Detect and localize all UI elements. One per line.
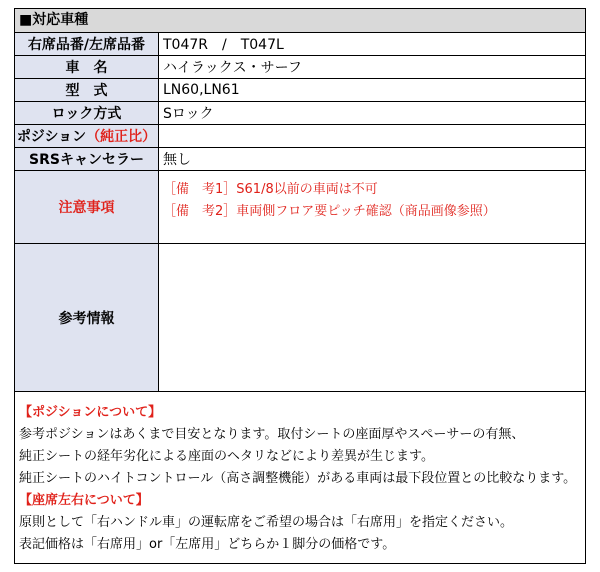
row-part-number bbox=[15, 33, 585, 56]
label-position bbox=[15, 125, 159, 147]
caution-notes bbox=[163, 179, 496, 223]
label-reference: 参考情報 bbox=[15, 244, 159, 391]
label-model: 型 式 bbox=[15, 79, 159, 101]
row-lock-type bbox=[15, 102, 585, 125]
label-car-name: 車 名 bbox=[15, 56, 159, 78]
side-line: 表記価格は「右席用」or「左席用」どちらか１脚分の価格です。 bbox=[19, 537, 396, 552]
label-lock-type: ロック方式 bbox=[15, 102, 159, 124]
sheet-title: ■対応車種 bbox=[15, 9, 585, 33]
caution-note: ［備 考1］S61/8以前の車両は不可 bbox=[163, 182, 378, 197]
position-line: 純正シートのハイトコントロール（高さ調整機能）がある車両は最下段位置との比較なります。 bbox=[19, 471, 577, 486]
label-part-number: 右席品番/左席品番 bbox=[15, 33, 159, 55]
label-caution: 注意事項 bbox=[15, 171, 159, 243]
value-part-number: T047R / T047L bbox=[163, 37, 284, 53]
value-position bbox=[159, 125, 585, 147]
position-header: 【ポジションについて】 bbox=[19, 405, 162, 420]
row-model bbox=[15, 79, 585, 102]
position-line: 参考ポジションはあくまで目安となります。取付シートの座面厚やスペーサーの有無、 bbox=[19, 427, 525, 442]
value-model: LN60,LN61 bbox=[163, 82, 240, 98]
row-reference bbox=[15, 244, 585, 392]
side-header: 【座席左右について】 bbox=[19, 493, 149, 508]
value-car-name: ハイラックス・サーフ bbox=[163, 60, 302, 76]
spec-sheet bbox=[14, 8, 586, 564]
row-position bbox=[15, 125, 585, 148]
value-reference bbox=[159, 244, 585, 391]
row-caution bbox=[15, 171, 585, 244]
label-position-sub: （純正比） bbox=[86, 129, 157, 145]
row-car-name bbox=[15, 56, 585, 79]
label-position-main: ポジション bbox=[16, 129, 87, 145]
label-srs: SRSキャンセラー bbox=[15, 148, 159, 170]
caution-note: ［備 考2］車両側フロア要ピッチ確認（商品画像参照） bbox=[163, 204, 496, 219]
side-line: 原則として「右ハンドル車」の運転席をご希望の場合は「右席用」を指定ください。 bbox=[19, 515, 514, 530]
notes-section bbox=[15, 402, 585, 556]
value-srs: 無し bbox=[163, 152, 191, 168]
row-srs bbox=[15, 148, 585, 171]
position-line: 純正シートの経年劣化による座面のヘタリなどにより差異が生じます。 bbox=[19, 449, 434, 464]
value-lock-type: Sロック bbox=[163, 106, 214, 122]
